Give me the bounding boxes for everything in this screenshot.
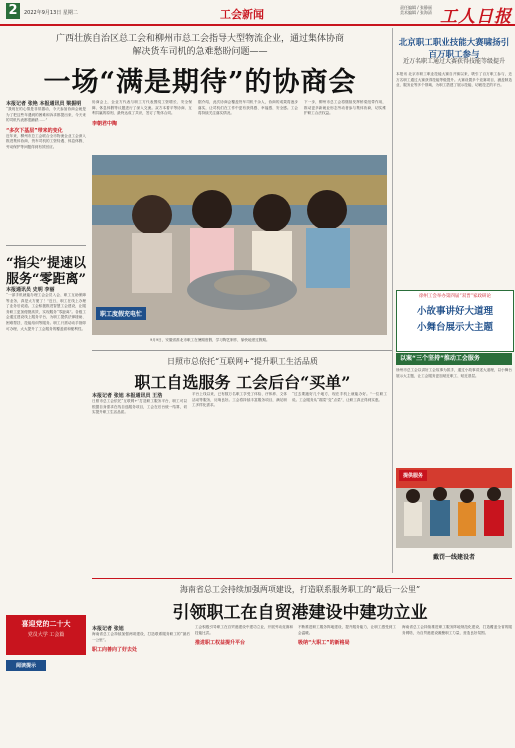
editor-credits xyxy=(400,5,432,15)
body-text: 不断推进职工服务阵地建设，提升服务能力，让职工感受到工会温暖。 xyxy=(298,625,396,635)
left-headline-2: 服务“零距离” xyxy=(6,272,86,287)
right-top-sub: 近万名职工通过大赛获得技能等级提升 xyxy=(402,58,505,65)
body-text: 近年来，柳州市总工会联合全市物流企业工会深入推进集体协商，货车司机的工资待遇、休息休假、劳动保护等问题得到有效回应。 xyxy=(6,133,86,149)
lead-photo-credit: 9月9日，安徽省淮北市职工在暑期度假，学习陶艺制作，愉快地度过假期。 xyxy=(150,338,270,342)
lead-byline: 本报记者 张艳 本报通讯员 梁振明 xyxy=(6,101,82,107)
body-text: 本报讯 北京市职工职业技能大赛自开赛以来，吸引了百万职工参与，近万名职工通过大赛获得技能等级提升。大赛设置多个竞赛项目，涵盖制造业、服务业等多个领域，为职工搭建了展示技能、切磋技艺的平台。 xyxy=(396,72,512,88)
body-text: 下一步，柳州市总工会将继续发挥桥梁纽带作用，推动更多新就业形态劳动者参与集体协商，切实维护职工合法权益。 xyxy=(304,100,386,116)
middle-body-col-2 xyxy=(192,392,287,532)
body-text: 日照市总工会依托“互联网+”打造职工服务平台，职工可以根据自身需求在线自选服务项目，工会在后台统一结算，切实提升职工生活品质。 xyxy=(92,399,187,415)
body-text: “过去要跑好几个地方，现在手机上就能办好。”一位职工说。工会服务从“端菜”变“点菜”，让职工真正得到实惠。 xyxy=(292,392,387,402)
right-box-kicker: 徐州工会举办第四届“双晋”家政研论 xyxy=(418,294,492,299)
bottom-byline: 本报记者 张旭 xyxy=(92,626,124,632)
lead-subtitle: “多次下基层”带来的变化 xyxy=(6,127,63,134)
body-text: 工会积极引导职工在自贸港建设中建功立业，开展劳动竞赛和技能比武。 xyxy=(195,625,293,635)
body-text: 海南省总工会持续加强两项建设，打造联系服务职工的“最后一公里”。 xyxy=(92,632,190,642)
section-title: 工会新闻 xyxy=(220,8,264,21)
lead-photo-caption: 职工度假充电忙 xyxy=(96,307,146,320)
body-text: 据介绍，此次协商会覆盖货车司机千余人，协商的成果将逐步落实，让司机们在工作中更有获得感、幸福感、安全感。工会将持续关注落实情况。 xyxy=(198,100,298,116)
right-photo-tag: 提供服务 xyxy=(399,470,427,481)
left-byline: 本报通讯员 史明 李丽 xyxy=(6,287,55,293)
bottom-headline: 引领职工在自贸港建设中建功立业 xyxy=(172,603,428,623)
divider xyxy=(6,245,86,246)
column-divider xyxy=(392,28,393,573)
body-text: 协商会上，企业方代表与职工方代表围绕工资增长、安全保障、休息休假等议题进行了深入交流。双方本着平等协商、互利共赢的原则，最终达成了共识，签订了集体合同。 xyxy=(92,100,192,116)
bottom-body-col-3 xyxy=(298,625,396,743)
body-text: 海南省总工会持续推进职工服务阵地规范化建设，打造覆盖全省的服务网络，为自贸港建设凝聚职工力量，营造良好氛围。 xyxy=(402,625,512,635)
editor-line: 美术编辑 / 张海清 xyxy=(400,10,432,15)
body-text: 徐州市总工会以讲好工会故事为抓手，通过小故事讲述大道理，以小舞台展示大主题，让工会服务更加贴近职工、贴近基层。 xyxy=(396,368,512,378)
page-header xyxy=(0,0,515,26)
bottom-body-col-1 xyxy=(92,625,190,743)
body-text: “我现在的心情是非常激动，今天参加协商会就是为了把这些年遇到的困难和诉求都提出来，今天来的司机代表都很踊跃……” xyxy=(6,107,86,123)
lead-red-heading: 李朝君中陶 xyxy=(92,120,118,127)
right-box-headline-1: 小故事讲好大道理 xyxy=(416,305,493,317)
right-photo-caption: 戴罚一线建设者 xyxy=(432,554,475,561)
middle-body-col-1 xyxy=(92,392,187,532)
middle-byline: 本报记者 张旭 本报通讯员 王浩 xyxy=(92,393,163,399)
bottom-body-col-4 xyxy=(402,625,512,743)
lead-kicker-2: 解决货车司机的急难愁盼问题—— xyxy=(132,47,268,57)
right-box-headline-2: 小舞台展示大主题 xyxy=(416,321,493,333)
page-number: 2 xyxy=(6,3,20,19)
right-box-subtitle: 以案“三个坚持”推动工会服务 xyxy=(396,353,512,365)
divider xyxy=(92,578,512,579)
bottom-sub-1: 职工向善向了好去处 xyxy=(92,647,138,654)
body-text: “一部手机就能办理工会会员入会、职工互助保障等业务，真是太方便了！”近日，职工在线上办理了业务后说道。工会积极推进智慧工会建设，让服务职工更加便捷高效，实现服务“零距离”。各级工会通过建设线上服务平台，为职工提供法律援助、困难帮扶、技能培训等服务。职工只需动动手指即可办理，大大提升了工会服务的覆盖面和便利性。 xyxy=(6,293,86,331)
bottom-body-col-2 xyxy=(195,625,293,743)
promo-banner xyxy=(6,615,86,655)
right-top-headline: 北京职工职业技能大赛啸扬引百万职工参与 xyxy=(398,38,510,60)
reading-tip-label: 阅读提示 xyxy=(6,660,46,671)
divider xyxy=(92,350,392,351)
middle-body-col-3 xyxy=(292,392,387,532)
right-feature-box xyxy=(396,290,514,352)
promo-title: 喜迎党的二十大 xyxy=(21,619,71,628)
middle-headline: 职工自选服务 工会后台“买单” xyxy=(134,373,351,392)
bottom-kicker: 海南省总工会持续加强两项建设，打造联系服务职工的“最后一公里” xyxy=(179,585,421,594)
right-top-body xyxy=(396,72,512,290)
lead-kicker: 广西壮族自治区总工会和柳州市总工会指导大型物流企业，通过集体协商 xyxy=(55,34,344,44)
newspaper-logo: 工人日报 xyxy=(440,7,512,27)
lead-body-col-1 xyxy=(6,100,86,240)
right-box-body xyxy=(396,368,512,468)
issue-date: 2022年9月13日 星期二 xyxy=(24,10,78,16)
bottom-sub-3: 吸纳“大职工”的新格局 xyxy=(298,640,350,647)
editor-line: 责任编辑 / 张静丽 xyxy=(400,5,432,10)
body-text: 平台上线以来，已有数万名职工享受了体检、疗休养、文体活动等服务，反响良好。工会将持续丰富服务项目，满足职工多样化需求。 xyxy=(192,392,287,408)
right-photo xyxy=(396,468,512,548)
promo-subtitle: 党员大学 工会篇 xyxy=(27,632,65,638)
bottom-sub-2: 推进职工权益提升平台 xyxy=(195,640,246,647)
middle-kicker: 日照市总依托“互联网+”提升职工生活品质 xyxy=(167,357,318,366)
left-headline-1: “指尖”提速以 xyxy=(6,256,86,271)
lead-photo xyxy=(92,155,387,335)
left-body xyxy=(6,286,86,611)
lead-headline: 一场“满是期待”的协商会 xyxy=(43,67,357,98)
